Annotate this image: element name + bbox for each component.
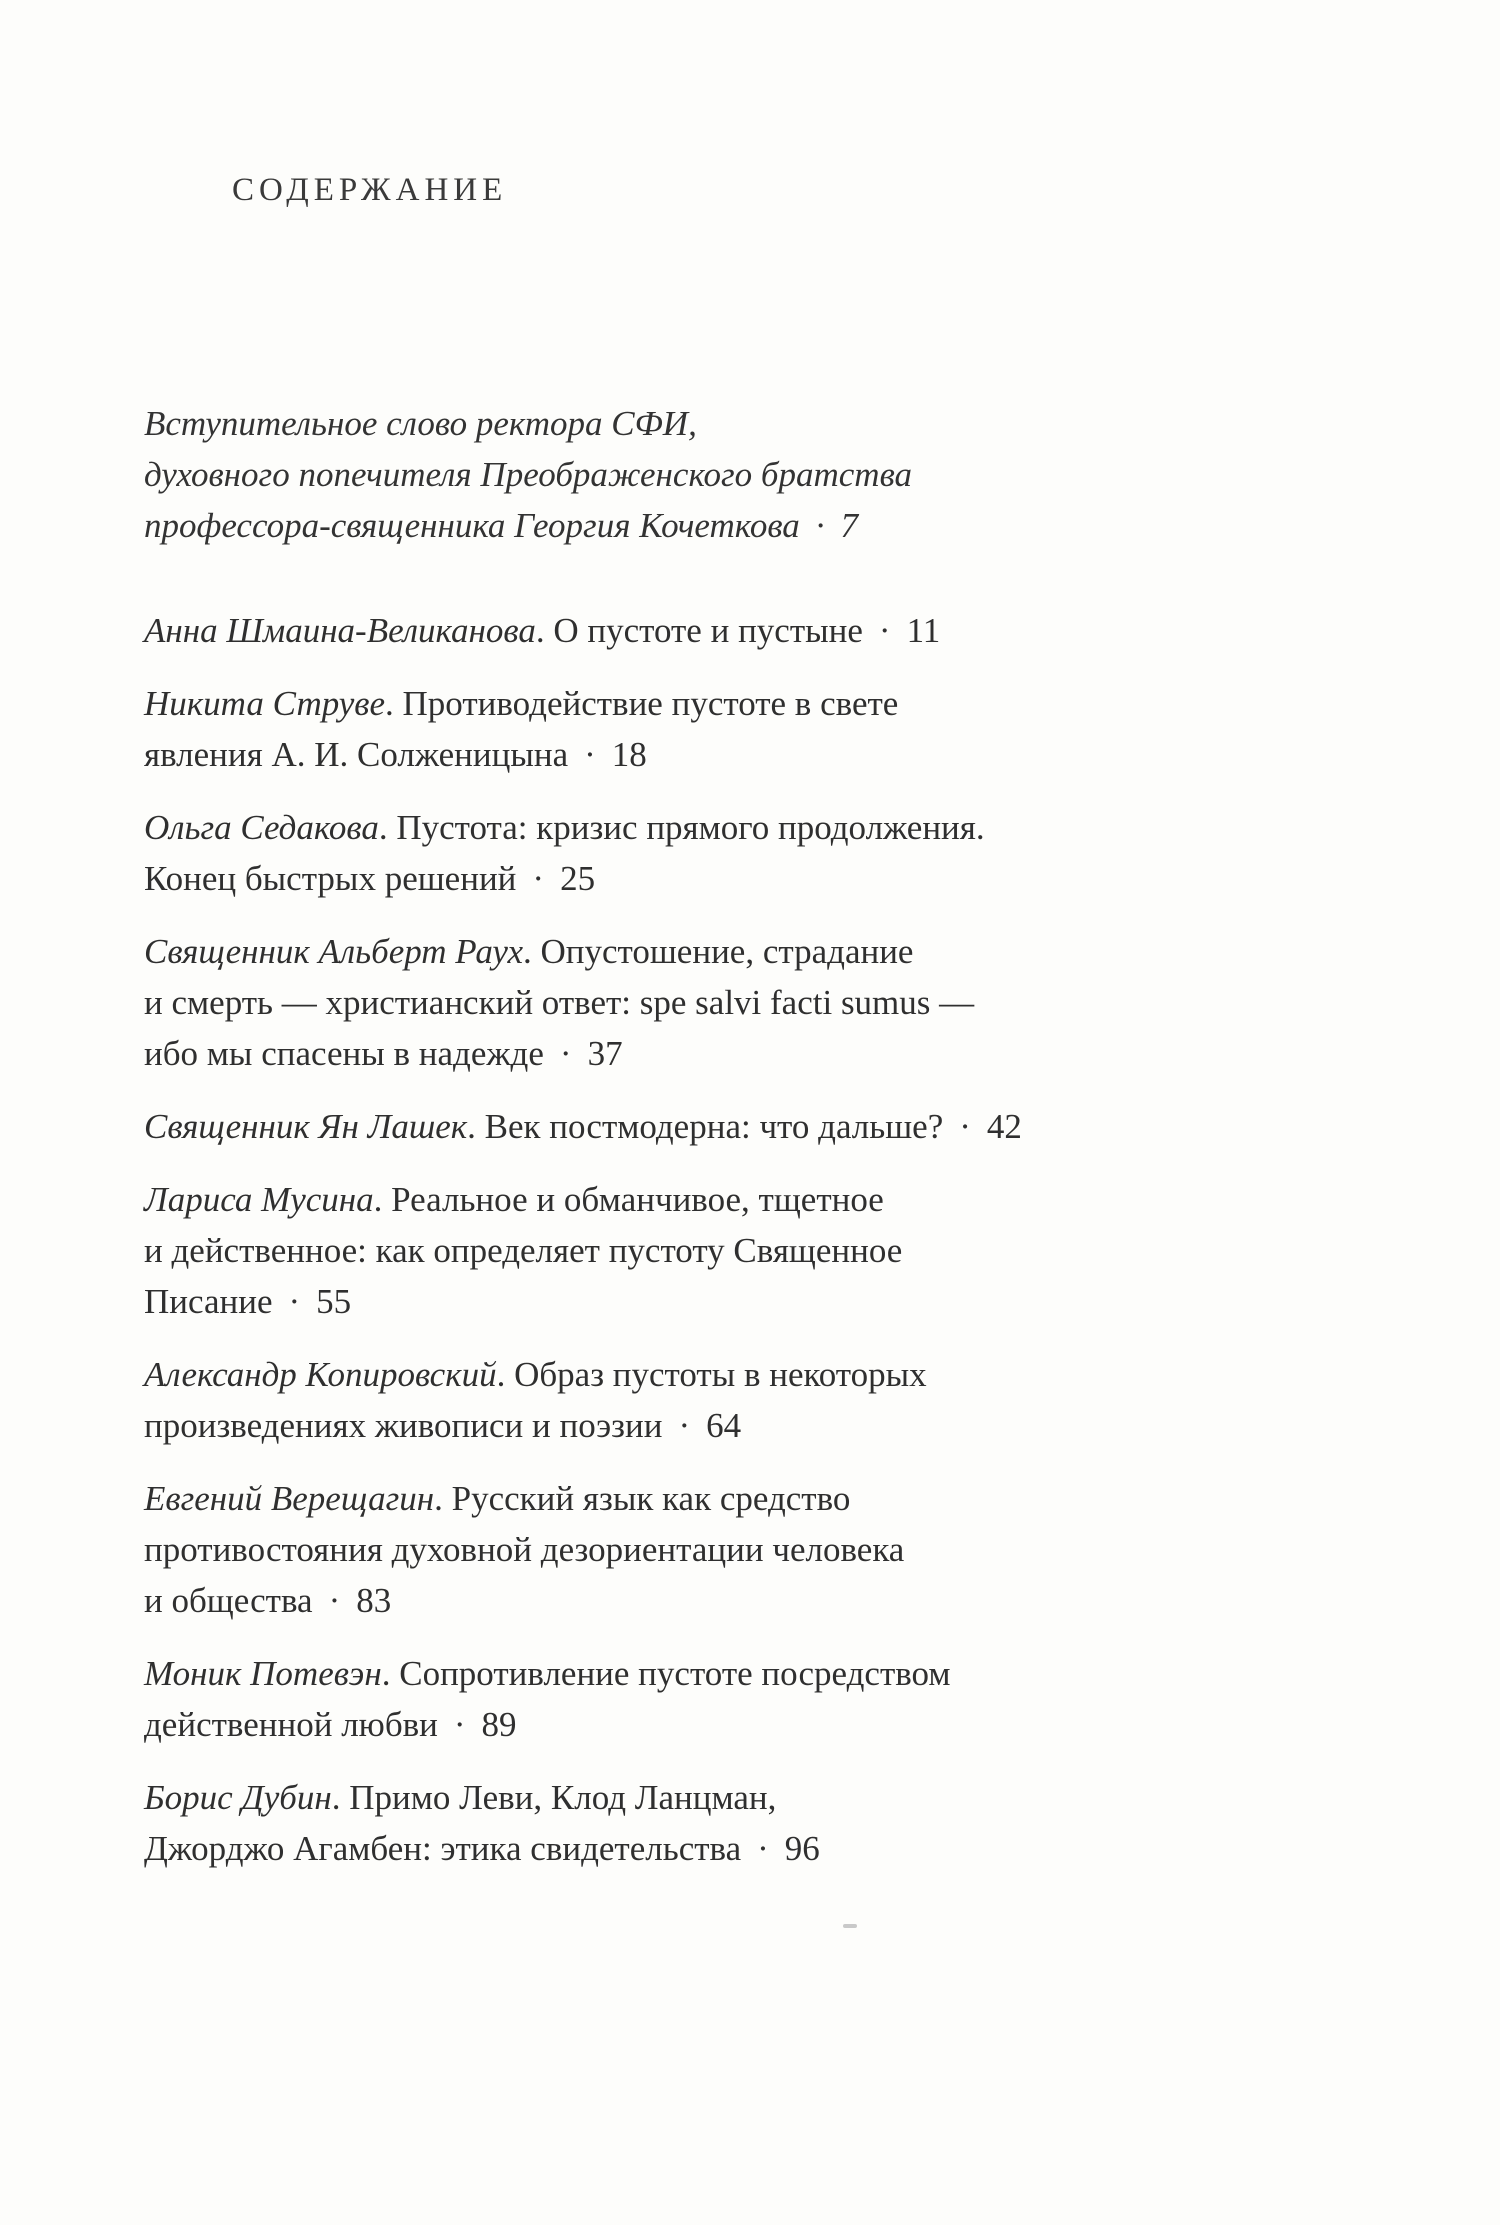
entry-author: Ольга Седакова [144, 808, 379, 847]
page-number: 18 [611, 735, 647, 774]
page-number: 37 [587, 1034, 623, 1073]
author-period: . [385, 684, 403, 723]
separator-dot: · [815, 506, 825, 545]
contents-entry [144, 605, 1324, 656]
entry-title: и общества [144, 1581, 313, 1620]
separator-dot: · [559, 1034, 572, 1073]
entry-line [144, 1174, 1324, 1225]
entry-line [144, 1276, 1324, 1327]
entry-line [144, 678, 1324, 729]
entry-line [144, 1524, 1324, 1575]
entry-title: Реальное и обманчивое, тщетное [391, 1180, 884, 1219]
page-number: 64 [706, 1406, 742, 1445]
entry-author: Евгений Верещагин [144, 1479, 435, 1518]
entry-author: Александр Копировский [144, 1355, 497, 1394]
entry-title: произведениях живописи и поэзии [144, 1406, 663, 1445]
contents-entry [144, 926, 1324, 1079]
entry-author: Священник Ян Лашек [144, 1107, 468, 1146]
contents-entry [144, 802, 1324, 904]
contents-entry [144, 1648, 1324, 1750]
entry-title: Джорджо Агамбен: этика свидетельства [144, 1829, 742, 1868]
author-period: . [381, 1654, 400, 1693]
entry-title: Противодействие пустоте в свете [402, 684, 899, 723]
entry-line [144, 1225, 1324, 1276]
page-title: СОДЕРЖАНИЕ [232, 172, 508, 208]
separator-dot: · [959, 1107, 971, 1146]
separator-dot: · [453, 1705, 466, 1744]
entry-title: Писание [144, 1282, 273, 1321]
intro-line [144, 500, 1294, 551]
separator-dot: · [757, 1829, 769, 1868]
entry-line [144, 1772, 1324, 1823]
separator-dot: · [878, 611, 891, 650]
entry-author: Анна Шмаина-Великанова [144, 611, 536, 650]
separator-dot: · [288, 1282, 301, 1321]
author-period: . [434, 1479, 452, 1518]
intro-line: духовного попечителя Преображенского братства [144, 455, 913, 494]
entry-line [144, 1400, 1324, 1451]
intro-entry [144, 398, 1294, 551]
entry-line [144, 729, 1324, 780]
contents-entry [144, 1174, 1324, 1327]
entry-author: Моник Потевэн [144, 1654, 382, 1693]
entry-title: противостояния духовной дезориентации человека [144, 1530, 905, 1569]
entry-title: Век постмодерна: что дальше? [484, 1107, 944, 1146]
contents-entry [144, 1772, 1324, 1874]
entry-line [144, 926, 1324, 977]
entry-line [144, 1028, 1324, 1079]
entry-line [144, 802, 1324, 853]
contents-entry [144, 1349, 1324, 1451]
author-period: . [535, 611, 554, 650]
contents-list [144, 605, 1324, 1896]
separator-dot: · [678, 1406, 691, 1445]
author-period: . [467, 1107, 485, 1146]
page-number: 7 [840, 506, 859, 545]
separator-dot: · [328, 1581, 341, 1620]
entry-author: Борис Дубин [144, 1778, 332, 1817]
entry-line [144, 1473, 1324, 1524]
page-number: 89 [481, 1705, 517, 1744]
entry-title: и действенное: как определяет пустоту Священное [144, 1231, 903, 1270]
entry-line [144, 1575, 1324, 1626]
entry-line [144, 1823, 1324, 1874]
entry-author: Лариса Мусина [144, 1180, 374, 1219]
author-period: . [378, 808, 397, 847]
entry-title: Сопротивление пустоте посредством [399, 1654, 951, 1693]
page-number: 25 [560, 859, 596, 898]
contents-entry [144, 678, 1324, 780]
entry-title: Конец быстрых решений [144, 859, 517, 898]
entry-line [144, 1349, 1324, 1400]
entry-title: Русский язык как средство [451, 1479, 851, 1518]
author-period: . [331, 1778, 350, 1817]
paper-speck [843, 1924, 857, 1928]
contents-entry [144, 1101, 1324, 1152]
entry-title: явления А. И. Солженицына [144, 735, 569, 774]
entry-line [144, 605, 1324, 656]
author-period: . [522, 932, 541, 971]
entry-line [144, 1101, 1324, 1152]
intro-line-text: профессора-священника Георгия Кочеткова [144, 506, 800, 545]
entry-line [144, 853, 1324, 904]
entry-title: Примо Леви, Клод Ланцман, [349, 1778, 777, 1817]
entry-line [144, 1699, 1324, 1750]
entry-title: О пустоте и пустыне [553, 611, 863, 650]
page-number: 96 [784, 1829, 820, 1868]
entry-author: Никита Струве [144, 684, 386, 723]
entry-line [144, 1648, 1324, 1699]
entry-line [144, 977, 1324, 1028]
separator-dot: · [584, 735, 596, 774]
contents-entry [144, 1473, 1324, 1626]
page-number: 42 [986, 1107, 1022, 1146]
page-number: 83 [356, 1581, 392, 1620]
intro-line: Вступительное слово ректора СФИ, [144, 404, 697, 443]
page-number: 55 [316, 1282, 352, 1321]
page-number: 11 [906, 611, 941, 650]
separator-dot: · [532, 859, 545, 898]
entry-title: и смерть — христианский ответ: spe salvi facti sumus — [144, 983, 975, 1022]
entry-author: Священник Альберт Раух [144, 932, 523, 971]
author-period: . [496, 1355, 515, 1394]
entry-title: ибо мы спасены в надежде [144, 1034, 544, 1073]
entry-title: Образ пустоты в некоторых [514, 1355, 927, 1394]
entry-title: Опустошение, страдание [540, 932, 914, 971]
author-period: . [373, 1180, 392, 1219]
entry-title: действенной любви [144, 1705, 438, 1744]
entry-title: Пустота: кризис прямого продолжения. [396, 808, 985, 847]
